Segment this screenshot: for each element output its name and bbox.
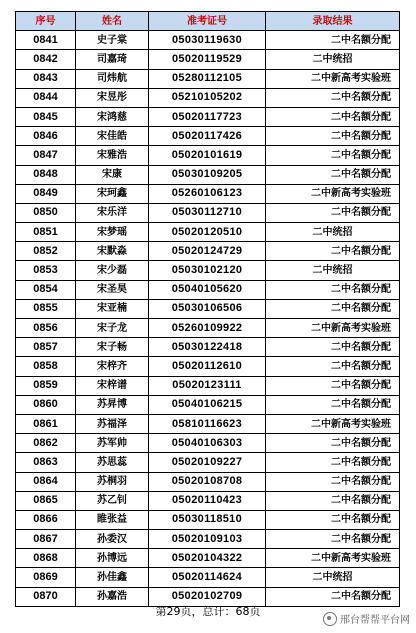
cell-name: 孙嘉浩 <box>76 587 149 606</box>
cell-serial: 0856 <box>16 319 76 338</box>
table-row <box>16 165 400 184</box>
cell-exam-id: 05030102120 <box>149 261 266 280</box>
cell-name: 宋梓谱 <box>76 376 149 395</box>
cell-name: 苏思蕊 <box>76 453 149 472</box>
cell-name: 宋鸿慈 <box>76 107 149 126</box>
header-exam-id: 准考证号 <box>149 12 266 31</box>
admission-table <box>15 11 400 607</box>
table-row <box>16 549 400 568</box>
page-indicator: 第29页，总计：68页 <box>155 605 261 618</box>
cell-exam-id: 05020123111 <box>149 376 266 395</box>
table-row <box>16 338 400 357</box>
cell-result: 二中名额分配 <box>266 88 400 107</box>
cell-name: 苏桐羽 <box>76 472 149 491</box>
cell-serial: 0865 <box>16 491 76 510</box>
cell-serial: 0857 <box>16 338 76 357</box>
cell-exam-id: 05040106215 <box>149 395 266 414</box>
cell-name: 宋珂鑫 <box>76 184 149 203</box>
cell-name: 宋子畅 <box>76 338 149 357</box>
cell-exam-id: 05030109205 <box>149 165 266 184</box>
table-row <box>16 146 400 165</box>
cell-name: 孙佳鑫 <box>76 568 149 587</box>
cell-name: 司嘉琦 <box>76 50 149 69</box>
table-row <box>16 299 400 318</box>
cell-exam-id: 05030112710 <box>149 203 266 222</box>
table-body <box>16 31 400 607</box>
admission-table-container <box>15 11 399 607</box>
table-row <box>16 472 400 491</box>
cell-name: 宋子龙 <box>76 319 149 338</box>
cell-result: 二中统招 <box>266 568 400 587</box>
header-name: 姓名 <box>76 12 149 31</box>
cell-name: 宋昱彤 <box>76 88 149 107</box>
cell-result: 二中名额分配 <box>266 453 400 472</box>
cell-exam-id: 05020117426 <box>149 127 266 146</box>
cell-serial: 0843 <box>16 69 76 88</box>
cell-serial: 0849 <box>16 184 76 203</box>
cell-name: 宋少磊 <box>76 261 149 280</box>
cell-result: 二中新高考实验班 <box>266 184 400 203</box>
cell-exam-id: 05020104322 <box>149 549 266 568</box>
watermark-text: 邢台帮帮平台网 <box>340 615 410 626</box>
cell-serial: 0841 <box>16 31 76 50</box>
cell-serial: 0864 <box>16 472 76 491</box>
cell-name: 苏福泽 <box>76 414 149 433</box>
cell-serial: 0870 <box>16 587 76 606</box>
table-row <box>16 376 400 395</box>
cell-result: 二中名额分配 <box>266 357 400 376</box>
cell-result: 二中名额分配 <box>266 338 400 357</box>
cell-serial: 0853 <box>16 261 76 280</box>
table-row <box>16 280 400 299</box>
cell-name: 宋默淼 <box>76 242 149 261</box>
table-row <box>16 530 400 549</box>
cell-result: 二中新高考实验班 <box>266 549 400 568</box>
header-serial: 序号 <box>16 12 76 31</box>
cell-result: 二中名额分配 <box>266 587 400 606</box>
cell-serial: 0854 <box>16 280 76 299</box>
cell-exam-id: 05020109103 <box>149 530 266 549</box>
cell-serial: 0847 <box>16 146 76 165</box>
table-row <box>16 50 400 69</box>
cell-result: 二中名额分配 <box>266 376 400 395</box>
cell-exam-id: 05020117723 <box>149 107 266 126</box>
cell-result: 二中新高考实验班 <box>266 69 400 88</box>
table-row <box>16 31 400 50</box>
table-row <box>16 510 400 529</box>
table-row <box>16 242 400 261</box>
cell-result: 二中名额分配 <box>266 434 400 453</box>
cell-exam-id: 05040106303 <box>149 434 266 453</box>
cell-exam-id: 05260109922 <box>149 319 266 338</box>
cell-exam-id: 05280112105 <box>149 69 266 88</box>
cell-serial: 0858 <box>16 357 76 376</box>
table-row <box>16 69 400 88</box>
header-result: 录取结果 <box>266 12 400 31</box>
cell-result: 二中名额分配 <box>266 472 400 491</box>
cell-serial: 0860 <box>16 395 76 414</box>
cell-serial: 0867 <box>16 530 76 549</box>
cell-serial: 0855 <box>16 299 76 318</box>
cell-result: 二中名额分配 <box>266 31 400 50</box>
cell-name: 苏军帅 <box>76 434 149 453</box>
cell-exam-id: 05040105620 <box>149 280 266 299</box>
cell-exam-id: 05030119630 <box>149 31 266 50</box>
cell-exam-id: 05020119529 <box>149 50 266 69</box>
cell-result: 二中新高考实验班 <box>266 319 400 338</box>
cell-serial: 0851 <box>16 223 76 242</box>
cell-result: 二中名额分配 <box>266 299 400 318</box>
cell-exam-id: 05210105202 <box>149 88 266 107</box>
cell-name: 宋梓齐 <box>76 357 149 376</box>
cell-name: 苏昇博 <box>76 395 149 414</box>
cell-serial: 0845 <box>16 107 76 126</box>
table-row <box>16 395 400 414</box>
table-row <box>16 568 400 587</box>
table-row <box>16 184 400 203</box>
cell-exam-id: 05810116623 <box>149 414 266 433</box>
cell-result: 二中新高考实验班 <box>266 414 400 433</box>
table-row <box>16 107 400 126</box>
cell-exam-id: 05020101619 <box>149 146 266 165</box>
table-header <box>16 12 400 31</box>
table-row <box>16 319 400 338</box>
cell-result: 二中名额分配 <box>266 510 400 529</box>
table-row <box>16 223 400 242</box>
cell-result: 二中名额分配 <box>266 395 400 414</box>
cell-serial: 0861 <box>16 414 76 433</box>
cell-name: 苏乙钊 <box>76 491 149 510</box>
cell-exam-id: 05260106123 <box>149 184 266 203</box>
cell-name: 宋雅浩 <box>76 146 149 165</box>
cell-serial: 0848 <box>16 165 76 184</box>
cell-result: 二中统招 <box>266 223 400 242</box>
cell-name: 宋康 <box>76 165 149 184</box>
cell-exam-id: 05030118510 <box>149 510 266 529</box>
cell-name: 孙委汉 <box>76 530 149 549</box>
cell-serial: 0844 <box>16 88 76 107</box>
cell-serial: 0842 <box>16 50 76 69</box>
cell-exam-id: 05020108708 <box>149 472 266 491</box>
cell-result: 二中名额分配 <box>266 203 400 222</box>
cell-result: 二中名额分配 <box>266 107 400 126</box>
cell-exam-id: 05030122418 <box>149 338 266 357</box>
cell-serial: 0850 <box>16 203 76 222</box>
table-row <box>16 127 400 146</box>
cell-serial: 0866 <box>16 510 76 529</box>
table-row <box>16 357 400 376</box>
watermark <box>323 611 410 626</box>
table-row <box>16 414 400 433</box>
cell-result: 二中名额分配 <box>266 242 400 261</box>
cell-name: 睢张益 <box>76 510 149 529</box>
table-row <box>16 88 400 107</box>
cell-serial: 0852 <box>16 242 76 261</box>
cell-name: 宋圣昊 <box>76 280 149 299</box>
cell-serial: 0859 <box>16 376 76 395</box>
cell-name: 宋佳皓 <box>76 127 149 146</box>
cell-name: 史子棠 <box>76 31 149 50</box>
cell-result: 二中名额分配 <box>266 146 400 165</box>
cell-exam-id: 05020112610 <box>149 357 266 376</box>
cell-result: 二中名额分配 <box>266 280 400 299</box>
table-row <box>16 261 400 280</box>
wechat-logo-icon <box>323 612 337 626</box>
cell-result: 二中名额分配 <box>266 530 400 549</box>
cell-result: 二中名额分配 <box>266 127 400 146</box>
table-row <box>16 453 400 472</box>
cell-exam-id: 05020114624 <box>149 568 266 587</box>
cell-result: 二中名额分配 <box>266 165 400 184</box>
cell-serial: 0863 <box>16 453 76 472</box>
cell-exam-id: 05020124729 <box>149 242 266 261</box>
cell-serial: 0868 <box>16 549 76 568</box>
cell-exam-id: 05020120510 <box>149 223 266 242</box>
cell-exam-id: 05020102709 <box>149 587 266 606</box>
cell-serial: 0869 <box>16 568 76 587</box>
cell-exam-id: 05030106506 <box>149 299 266 318</box>
table-row <box>16 491 400 510</box>
cell-result: 二中名额分配 <box>266 491 400 510</box>
table-row <box>16 434 400 453</box>
cell-serial: 0862 <box>16 434 76 453</box>
cell-name: 宋梦瑶 <box>76 223 149 242</box>
cell-name: 宋乐洋 <box>76 203 149 222</box>
cell-serial: 0846 <box>16 127 76 146</box>
cell-name: 司炜航 <box>76 69 149 88</box>
cell-exam-id: 05020110423 <box>149 491 266 510</box>
header-row <box>16 12 400 31</box>
cell-exam-id: 05020109227 <box>149 453 266 472</box>
cell-name: 孙博远 <box>76 549 149 568</box>
cell-name: 宋亚楠 <box>76 299 149 318</box>
cell-result: 二中统招 <box>266 261 400 280</box>
cell-result: 二中统招 <box>266 50 400 69</box>
table-row <box>16 203 400 222</box>
